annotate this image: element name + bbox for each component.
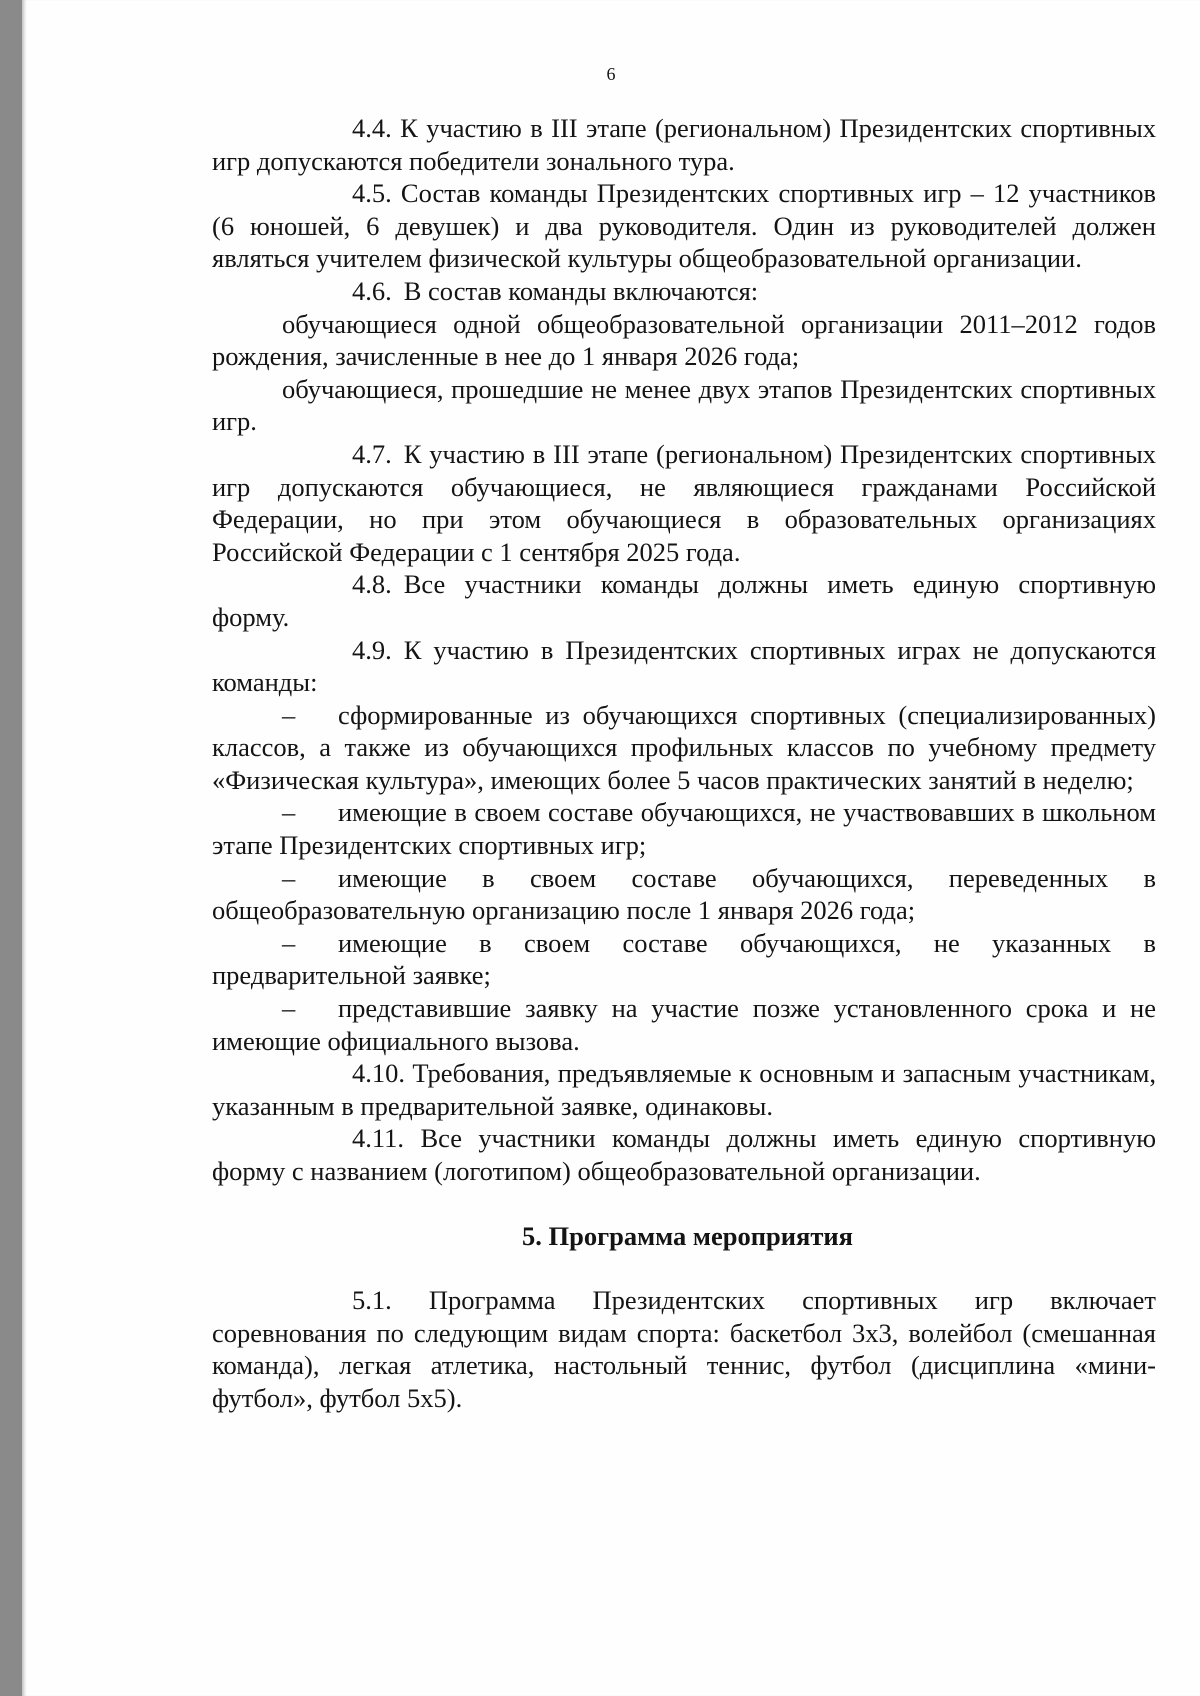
paragraph-4-6-b	[212, 373, 1156, 438]
paragraph-4-11	[212, 1122, 1156, 1187]
page-number: 6	[606, 64, 616, 84]
list-item-text: сформированные из обучающихся спортивных (специализированных) классов, а также из обучающихся профильных классов по учебному предмету «Физическая культура», имеющих более 5 часов практических занятий в неделю;	[212, 699, 1156, 795]
paragraph-5-1	[212, 1284, 1156, 1414]
paragraph-text: Состав команды Президентских спортивных игр – 12 участников (6 юношей, 6 девушек) и два руководителя. Один из руководителей должен являться учителем физической культуры общеобразовательной организации.	[212, 178, 1156, 274]
paragraph-4-5	[212, 177, 1156, 275]
paragraph-4-6	[212, 275, 1156, 308]
dash-marker: –	[282, 862, 296, 893]
document-body	[212, 112, 1156, 1415]
paragraph-text: К участию в III этапе (региональном) Президентских спортивных игр допускаются победители зонального тура.	[212, 113, 1157, 176]
list-item	[212, 862, 1156, 927]
list-item-text: имеющие в своем составе обучающихся, не участвовавших в школьном этапе Президентских спортивных игр;	[212, 797, 1156, 861]
paragraph-text: К участию в Президентских спортивных играх не допускаются команды:	[212, 634, 1157, 698]
list-item	[212, 796, 1156, 861]
list-item-text: представившие заявку на участие позже установленного срока и не имеющие официального вызова.	[212, 993, 1156, 1056]
paragraph-number: 4.5.	[352, 178, 392, 209]
dash-marker: –	[282, 993, 296, 1024]
paragraph-number: 4.7.	[352, 438, 392, 469]
paragraph-text: Требования, предъявляемые к основным и запасным участникам, указанным в предварительной заявке, одинаковы.	[212, 1058, 1156, 1121]
paragraph-number: 4.4.	[352, 113, 392, 143]
dash-marker: –	[282, 699, 296, 730]
paragraph-number: 4.11.	[352, 1123, 405, 1154]
section-heading: 5. Программа мероприятия	[522, 1220, 853, 1251]
list-item-text: имеющие в своем составе обучающихся, переведенных в общеобразовательную организацию после 1 января 2026 года;	[212, 862, 1156, 926]
paragraph-text: В состав команды включаются:	[403, 275, 759, 306]
paragraph-4-6-a	[212, 308, 1156, 373]
paragraph-number: 5.1.	[352, 1285, 392, 1316]
document-page	[22, 0, 1200, 1696]
list-item	[212, 927, 1156, 992]
paragraph-text: Все участники команды должны иметь единую спортивную форму с названием (логотипом) общеобразовательной организации.	[212, 1123, 1156, 1186]
paragraph-4-9	[212, 634, 1156, 699]
paragraph-text: обучающиеся, прошедшие не менее двух этапов Президентских спортивных игр.	[212, 373, 1156, 437]
paragraph-number: 4.9.	[352, 634, 392, 665]
paragraph-text: обучающиеся одной общеобразовательной организации 2011–2012 годов рождения, зачисленные в нее до 1 января 2026 года;	[212, 308, 1156, 372]
list-item	[212, 699, 1156, 797]
paragraph-text: Программа Президентских спортивных игр включает соревнования по следующим видам спорта: баскетбол 3х3, волейбол (смешанная команда), легкая атлетика, настольный теннис, футбол (дисциплина «мини-футбол», футбол 5х5).	[212, 1285, 1157, 1413]
paragraph-text: Все участники команды должны иметь единую спортивную форму.	[212, 569, 1156, 632]
paragraph-4-7	[212, 438, 1156, 568]
paragraph-text: К участию в III этапе (региональном) Президентских спортивных игр допускаются обучающиеся, не являющиеся гражданами Российской Федерации, но при этом обучающиеся в образовательных организациях Российской Федерации с 1 сентября 2025 года.	[212, 438, 1156, 567]
paragraph-4-8	[212, 568, 1156, 633]
paragraph-number: 4.6.	[352, 275, 392, 306]
paragraph-4-10	[212, 1057, 1156, 1122]
list-item	[212, 992, 1156, 1057]
paragraph-4-4	[212, 112, 1156, 177]
dash-marker: –	[282, 927, 296, 958]
paragraph-number: 4.8.	[352, 569, 392, 600]
list-item-text: имеющие в своем составе обучающихся, не указанных в предварительной заявке;	[212, 927, 1156, 991]
dash-marker: –	[282, 797, 296, 828]
paragraph-number: 4.10.	[352, 1058, 405, 1089]
